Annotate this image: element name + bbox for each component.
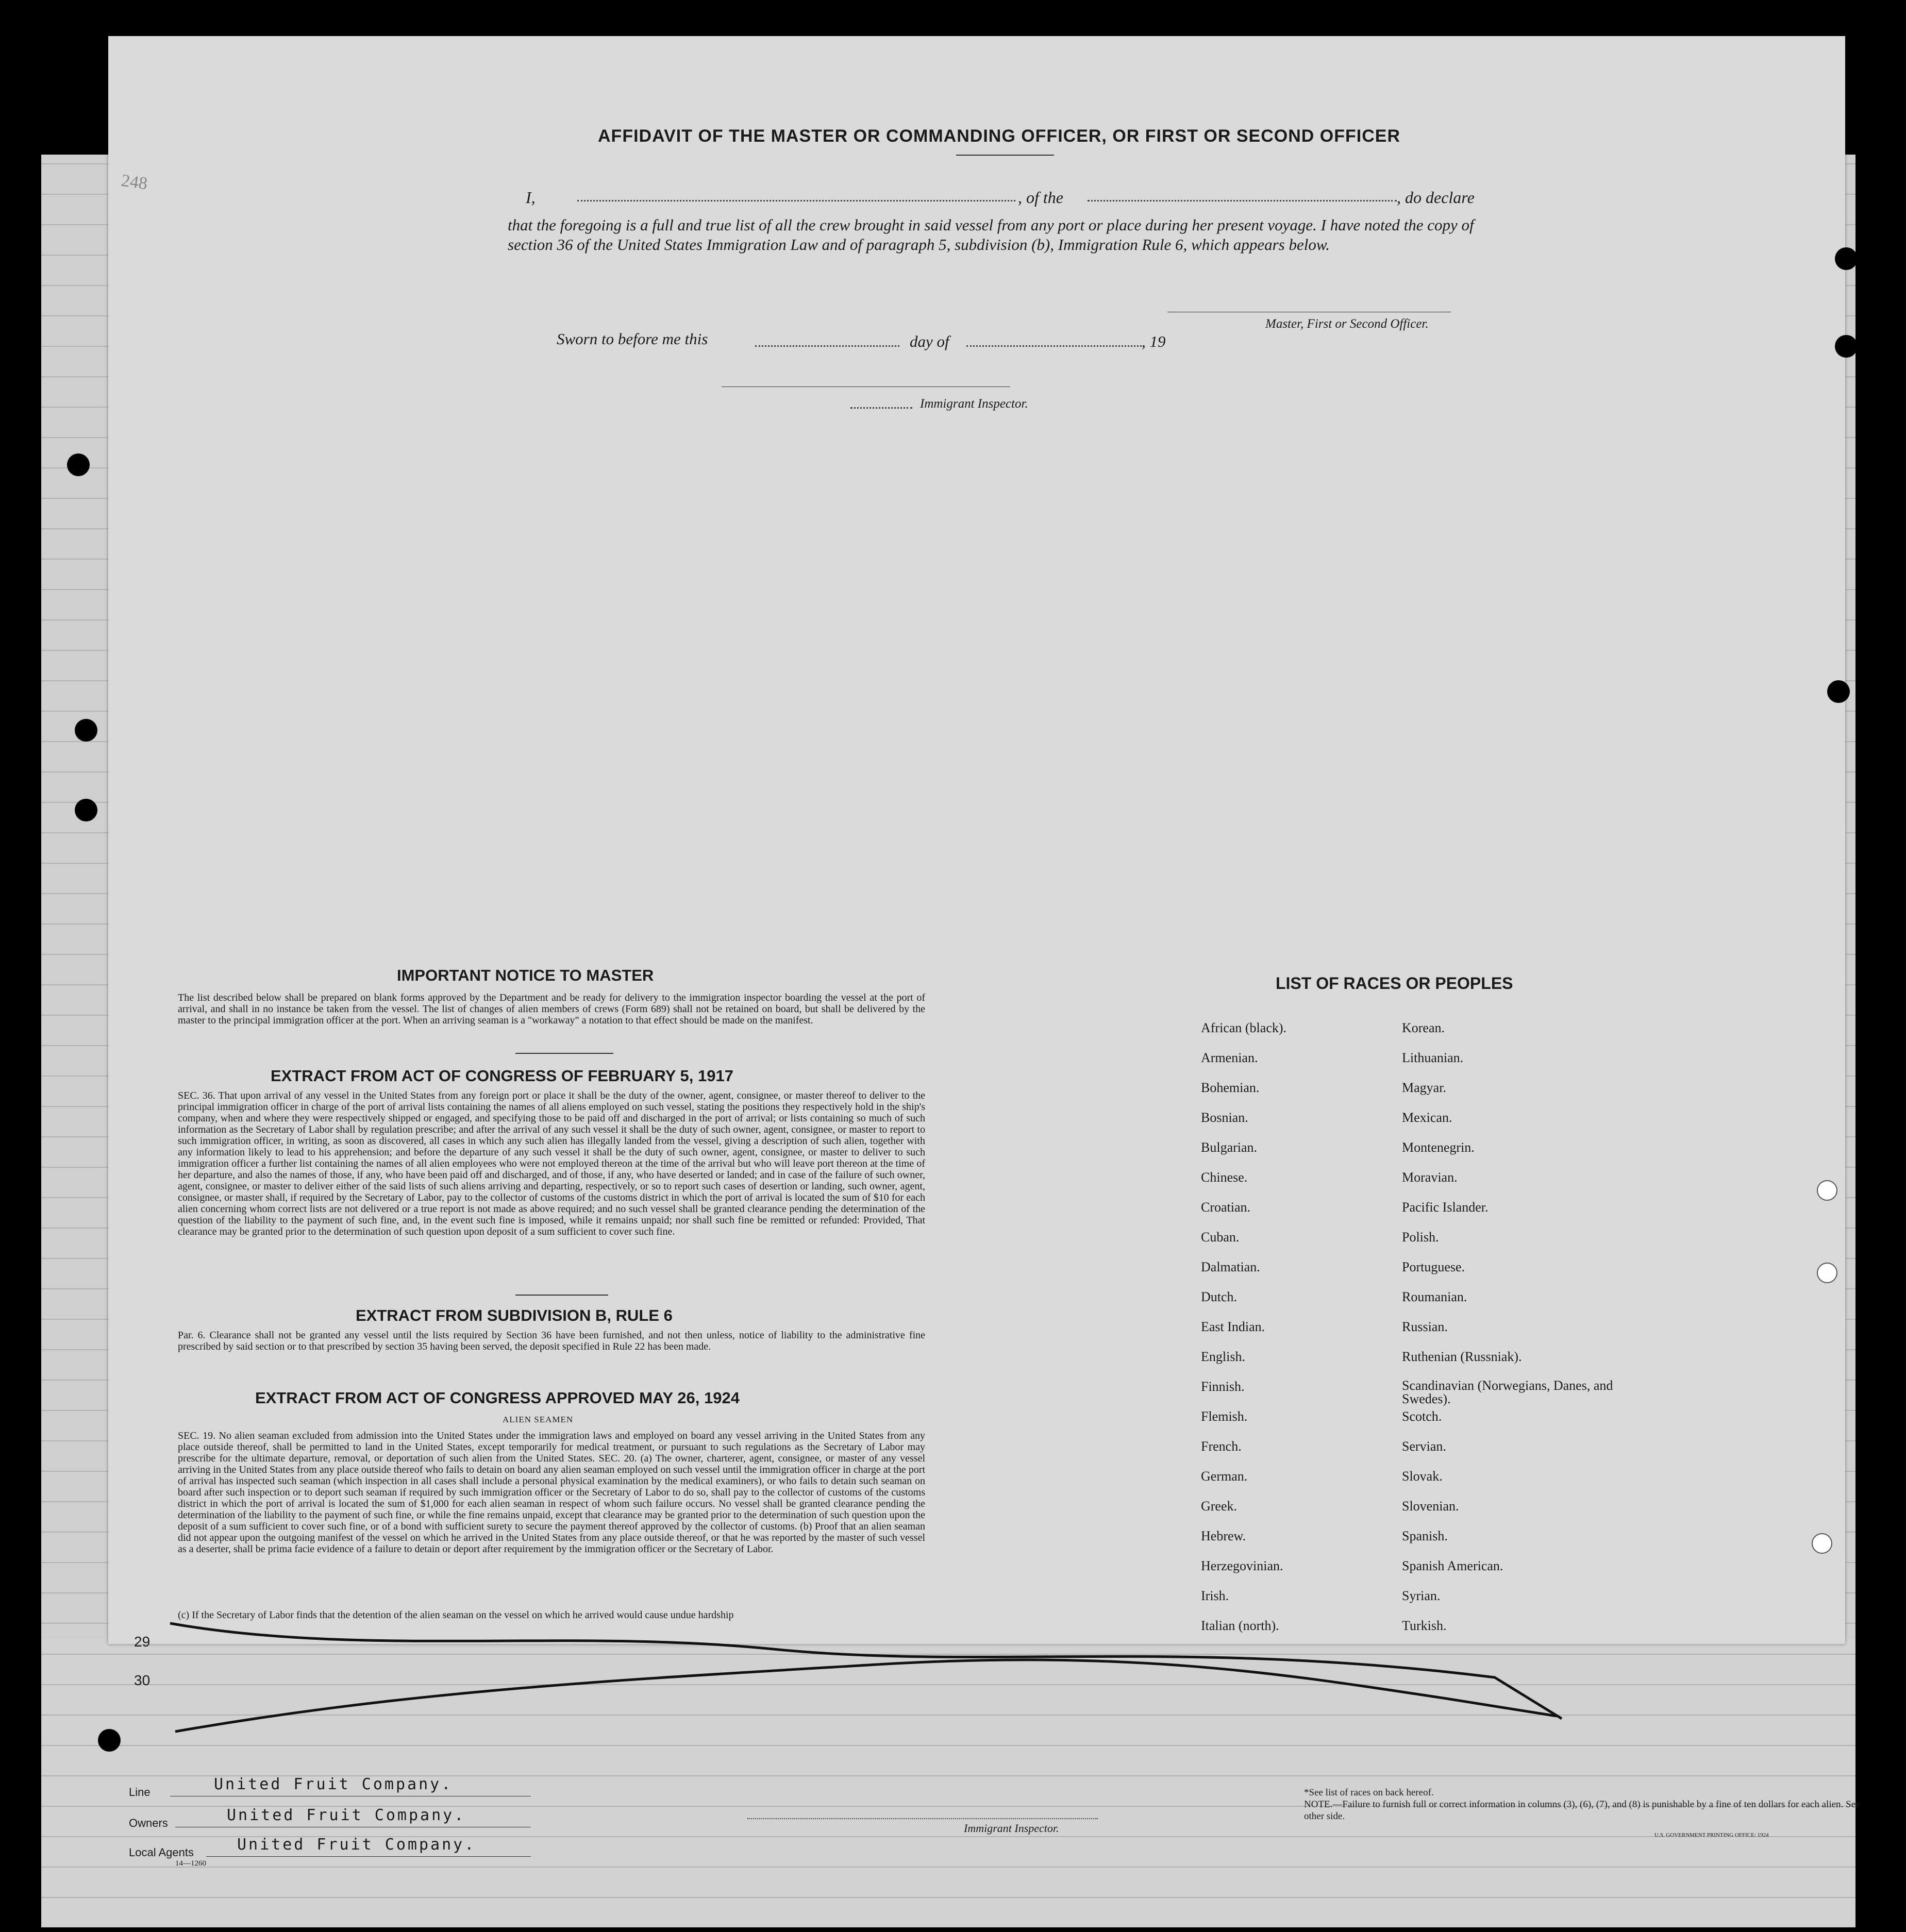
punch-hole-icon [67, 453, 90, 476]
inspector-dotted-line [850, 407, 912, 409]
race-item: Croatian. [1201, 1200, 1251, 1215]
race-item: Spanish. [1402, 1528, 1448, 1543]
race-item: Flemish. [1201, 1409, 1248, 1424]
race-item: Bohemian. [1201, 1080, 1260, 1095]
row-number-29: 29 [134, 1634, 151, 1650]
race-item: Servian. [1402, 1439, 1446, 1454]
extract1-title: EXTRACT FROM ACT OF CONGRESS OF FEBRUARY 5, 1917 [271, 1067, 733, 1085]
punch-hole-icon [1835, 247, 1858, 270]
race-item: German. [1201, 1469, 1248, 1484]
title-rule [956, 155, 1054, 156]
race-item: Moravian. [1402, 1170, 1458, 1185]
race-item: Ruthenian (Russniak). [1402, 1349, 1522, 1364]
race-item: Syrian. [1402, 1588, 1441, 1603]
punch-hole-icon [1827, 680, 1850, 703]
printing-office-mark: U.S. GOVERNMENT PRINTING OFFICE: 1924 [1654, 1832, 1769, 1838]
race-item: Scotch. [1402, 1409, 1442, 1424]
affidavit-of-label: , of the [1018, 188, 1063, 207]
race-item: Portuguese. [1402, 1259, 1465, 1274]
agents-value: United Fruit Company. [237, 1836, 476, 1854]
corner-mark: 248 [120, 171, 149, 194]
punch-hole-icon [75, 799, 97, 821]
form-number: 14—1260 [175, 1859, 206, 1868]
punch-hole-icon [1817, 1180, 1837, 1201]
notice-rule [515, 1053, 613, 1054]
races-left-column [1201, 1020, 1381, 1648]
race-item: East Indian. [1201, 1319, 1265, 1334]
extract3-subtitle: ALIEN SEAMEN [503, 1415, 574, 1424]
race-item: Russian. [1402, 1319, 1448, 1334]
race-item: Cuban. [1201, 1230, 1240, 1245]
extract3-text: SEC. 19. No alien seaman excluded from admission into the United States under the immigration laws and employed on board any vessel arriving in the United States from any place outside thereof, shall be permitted to land in the United States, except temporarily for medical treatment, or pursuant to such regulations as the Secretary of Labor may prescribe for the ultimate departure, removal, or deportation of such alien from the United States. SEC. 20. (a) The owner, charterer, agent, consignee, or master of any vessel arriving in the United States from any place outside thereof who fails to detain on board any alien seaman employed on such vessel until the immigration officer in charge at the port of arrival has inspected such seaman (which inspection in all cases shall include a personal physical examination by the medical examiners), or who fails to detain such seaman on board after such inspection or to deport such seaman if required by such immigration officer or the Secretary of Labor to do so, shall pay to the collector of customs of the customs district in which the port of arrival is located the sum of $1,000 for each alien seaman in respect of whom such failure occurs. No vessel shall be granted clearance pending the determination of the liability to the payment of such fine, or while the fine remains unpaid, except that clearance may be granted prior to the determination of such question upon the deposit of a sum sufficient to cover such fine, or of a bond with sufficient surety to secure the payment thereof approved by the collector of customs. (b) Proof that an alien seaman did not appear upon the outgoing manifest of the vessel on which he arrived in the United States from any place outside thereof, or that he was reported by the master of such vessel as a deserter, shall be prima facie evidence of a failure to detain or deport after requirement by the immigration officer or the Secretary of Labor. [178, 1430, 925, 1555]
race-item: Herzegovinian. [1201, 1558, 1283, 1573]
extract2-text: Par. 6. Clearance shall not be granted any vessel until the lists required by Section 36 have been furnished, and not then unless, notice of liability to the administrative fine prescribed by said section or to that prescribed by section 35 having been served, the deposit specified in Rule 22 has been made. [178, 1330, 925, 1352]
race-item: Slovak. [1402, 1469, 1443, 1484]
affidavit-body: that the foregoing is a full and true list of all the crew brought in said vessel from any port or place during her present voyage. I have noted the copy of section 36 of the United States Immigration Law and of paragraph 5, subdivision (b), Immigration Rule 6, which appears below. [508, 216, 1474, 254]
punch-hole-icon [75, 719, 97, 742]
affidavit-title: AFFIDAVIT OF THE MASTER OR COMMANDING OFFICER, OR FIRST OR SECOND OFFICER [598, 126, 1400, 146]
race-item: English. [1201, 1349, 1245, 1364]
race-item: Lithuanian. [1402, 1050, 1464, 1065]
race-item: Greek. [1201, 1499, 1238, 1514]
punch-hole-icon [1835, 335, 1858, 358]
race-item: Armenian. [1201, 1050, 1258, 1065]
extract3-title: EXTRACT FROM ACT OF CONGRESS APPROVED MAY 26, 1924 [255, 1389, 740, 1407]
line-label: Line [129, 1786, 151, 1799]
race-item: Bosnian. [1201, 1110, 1248, 1125]
owners-label: Owners [129, 1817, 168, 1829]
sworn-day-field[interactable] [755, 345, 899, 347]
races-title: LIST OF RACES OR PEOPLES [1276, 974, 1513, 993]
race-item: African (black). [1201, 1020, 1287, 1035]
vessel-name-field[interactable] [1088, 200, 1397, 201]
punch-hole-icon [1812, 1533, 1832, 1554]
race-item: Roumanian. [1402, 1289, 1467, 1304]
race-item: Polish. [1402, 1230, 1439, 1245]
declarant-name-field[interactable] [577, 200, 1015, 201]
sworn-year-label: , 19 [1142, 332, 1166, 350]
inspector-label: Immigrant Inspector. [920, 397, 1028, 411]
race-item: Korean. [1402, 1020, 1445, 1035]
sworn-day-label: day of [910, 332, 949, 350]
extract1-rule [515, 1295, 608, 1296]
race-item: Bulgarian. [1201, 1140, 1258, 1155]
race-item: French. [1201, 1439, 1242, 1454]
bottom-inspector-line[interactable] [747, 1818, 1098, 1819]
extract2-title: EXTRACT FROM SUBDIVISION B, RULE 6 [356, 1306, 673, 1324]
races-right-column [1402, 1020, 1618, 1648]
notice-title: IMPORTANT NOTICE TO MASTER [397, 966, 654, 984]
race-item: Irish. [1201, 1588, 1229, 1603]
race-item: Turkish. [1402, 1618, 1447, 1633]
race-item: Slovenian. [1402, 1499, 1459, 1514]
race-item: Montenegrin. [1402, 1140, 1475, 1155]
row-number-30: 30 [134, 1672, 151, 1688]
race-item: Magyar. [1402, 1080, 1446, 1095]
sworn-prefix: Sworn to before me this [557, 330, 708, 348]
extract3-cut-line: (c) If the Secretary of Labor finds that the detention of the alien seaman on the vessel on which he arrived would cause undue hardship [178, 1609, 734, 1621]
race-item: Scandinavian (Norwegians, Danes, and Swedes). [1402, 1378, 1613, 1406]
signature-label: Master, First or Second Officer. [1265, 317, 1429, 331]
bottom-inspector-label: Immigrant Inspector. [964, 1822, 1059, 1835]
race-item: Dutch. [1201, 1289, 1238, 1304]
affidavit-i-label: I, [526, 188, 536, 207]
race-item: Italian (north). [1201, 1618, 1279, 1633]
affidavit-declare-label: , do declare [1397, 188, 1475, 207]
sworn-month-field[interactable] [966, 345, 1142, 347]
race-item: Finnish. [1201, 1379, 1245, 1394]
race-item: Chinese. [1201, 1170, 1248, 1185]
race-item: Hebrew. [1201, 1528, 1246, 1543]
note-text: NOTE.—Failure to furnish full or correct information in columns (3), (6), (7), and (8) is punishable by a fine of ten dollars for each alien. See other side. [1304, 1799, 1860, 1822]
punch-hole-icon [1817, 1263, 1837, 1283]
line-value: United Fruit Company. [214, 1775, 453, 1793]
note-races: *See list of races on back hereof. [1304, 1787, 1434, 1798]
race-item: Spanish American. [1402, 1558, 1503, 1573]
agents-field-rule [206, 1856, 531, 1857]
agents-label: Local Agents [129, 1846, 194, 1859]
race-item: Mexican. [1402, 1110, 1452, 1125]
handwritten-strike-lines [0, 1608, 1906, 1742]
race-item: Pacific Islander. [1402, 1200, 1489, 1215]
notice-text: The list described below shall be prepared on blank forms approved by the Department and be ready for delivery to the immigration inspector boarding the vessel at the port of arrival, and shall in no instance be taken from the vessel. The list of changes of alien members of crews (Form 689) shall not be retained on board, but shall be delivered by the master to the principal immigration officer at the port. When an arriving seaman is a "workaway" a notation to that effect should be made on the manifest. [178, 992, 925, 1026]
race-item: Dalmatian. [1201, 1259, 1260, 1274]
owners-value: United Fruit Company. [227, 1806, 466, 1824]
extract1-text: SEC. 36. That upon arrival of any vessel in the United States from any foreign port or place it shall be the duty of the owner, agent, consignee, or master thereof to deliver to the principal immigration officer in charge of the port of arrival lists containing the names of all aliens employed on such vessel, stating the positions they respectively hold in the ship's company, when and where they were respectively shipped or engaged, and specifying those to be paid off and discharged in the port of arrival; or lists containing so much of such information as the Secretary of Labor shall by regulation prescribe; and after the arrival of any such vessel it shall be the duty of such owner, agent, consignee, or master to report to such immigration officer, in writing, as soon as discovered, all cases in which any such alien has illegally landed from the vessel, giving a description of such alien, together with any information likely to lead to his apprehension; and before the departure of any such vessel it shall be the duty of such owner, agent, consignee, or master to deliver to such immigration officer a further list containing the names of all alien employees who were not employed thereon at the time of the arrival but who will leave port thereon at the time of her departure, and also the names of those, if any, who have been paid off and discharged, and of those, if any, who have deserted or landed; and in case of the failure of such owner, agent, consignee, or master to deliver either of the said lists of such aliens arriving and departing, respectively, or so to report such cases of desertion or landing, such owner, agent, consignee, or master shall, if required by the Secretary of Labor, pay to the collector of customs of the customs district in which the port of arrival is located the sum of $10 for each alien concerning whom correct lists are not delivered or a true report is not made as above required; and no such vessel shall be granted clearance pending the determination of the question of the liability to the payment of such fine, and, in the event such fine is imposed, while it remains unpaid; nor shall such fine be remitted or refunded: Provided, That clearance may be granted prior to the determination of such question upon deposit of a sum sufficient to cover such fine. [178, 1090, 925, 1237]
